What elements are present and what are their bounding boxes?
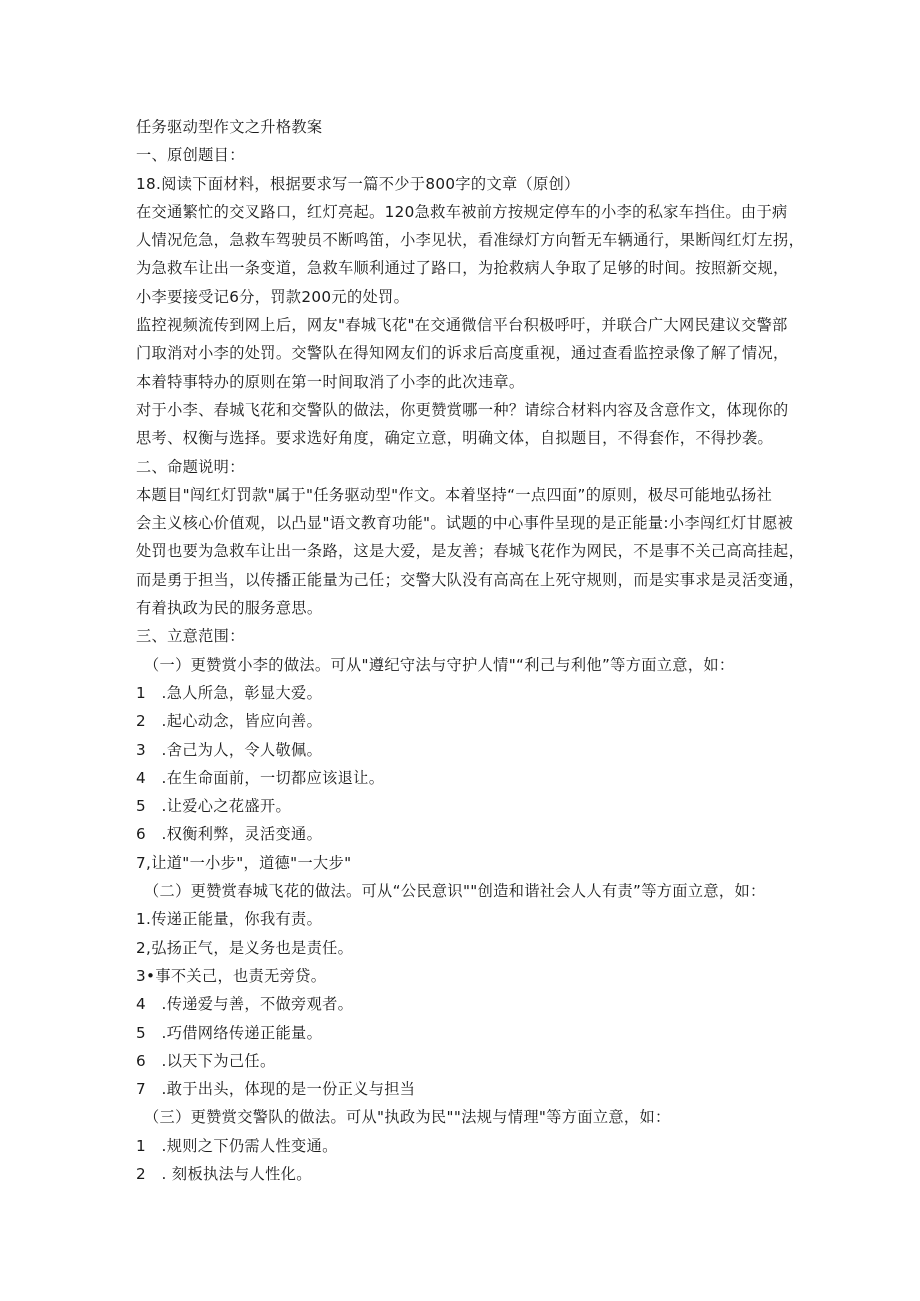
section-heading-explanation: 二、命题说明：: [136, 457, 245, 476]
explanation-paragraph-line: 处罚也要为急救车让出一条路，这是大爱，是友善；春城飞花作为网民，不是事不关己高高挂起，: [136, 542, 805, 561]
list-item: 4 .传递爱与善，不做旁观者。: [136, 995, 354, 1014]
material-paragraph-line: 人情况危急，急救车驾驶员不断鸣笛，小李见状，看准绿灯方向暂无车辆通行，果断闯红灯左拐，: [136, 231, 805, 250]
list-item: 3 .舍己为人，令人敬佩。: [136, 740, 323, 759]
list-item: 2,弘扬正气，是义务也是责任。: [136, 938, 354, 957]
material-paragraph-line: 监控视频流传到网上后，网友"春城飞花"在交通微信平台积极呼吁，并联合广大网民建议交警部: [136, 316, 788, 335]
list-item: 5 .让爱心之花盛开。: [136, 797, 292, 816]
list-item: 3•事不关己，也责无旁贷。: [136, 966, 327, 985]
subsection-heading-police: （三）更赞赏交警队的做法。可从"执政为民""法规与情理"等方面立意，如：: [144, 1108, 671, 1127]
list-item: 7 .敢于出头，体现的是一份正义与担当: [136, 1080, 416, 1099]
task-requirement-line: 思考、权衡与选择。要求选好角度，确定立意，明确文体，自拟题目，不得套作，不得抄袭。: [136, 429, 774, 448]
list-item: 5 .巧借网络传递正能量。: [136, 1023, 323, 1042]
section-heading-theme-range: 三、立意范围：: [136, 627, 245, 646]
subsection-heading-xiaoli: （一）更赞赏小李的做法。可从"遵纪守法与守护人情"“利己与利他”等方面立意，如：: [144, 655, 735, 674]
material-paragraph-line: 小李要接受记6分，罚款200元的处罚。: [136, 287, 410, 306]
material-paragraph-line: 门取消对小李的处罚。交警队在得知网友们的诉求后高度重视，通过查看监控录像了解了情况，: [136, 344, 789, 363]
section-heading-original-question: 一、原创题目：: [136, 146, 245, 165]
subsection-heading-chuncheng: （二）更赞赏春城飞花的做法。可从“公民意识""创造和谐社会人人有责”等方面立意，如：: [144, 882, 766, 901]
list-item: 2 . 刻板执法与人性化。: [136, 1164, 312, 1183]
question-prompt: 18.阅读下面材料，根据要求写一篇不少于800字的文章（原创）: [136, 174, 580, 193]
task-requirement-line: 对于小李、春城飞花和交警队的做法，你更赞赏哪一种？请综合材料内容及含意作文，体现你的: [136, 400, 789, 419]
material-paragraph-line: 本着特事特办的原则在第一时间取消了小李的此次违章。: [136, 372, 525, 391]
explanation-paragraph-line: 有着执政为民的服务意思。: [136, 599, 323, 618]
list-item: 6 .权衡利弊，灵活变通。: [136, 825, 323, 844]
list-item: 2 .起心动念，皆应向善。: [136, 712, 323, 731]
list-item: 7,让道"一小步"，道德"一大步": [136, 853, 352, 872]
list-item: 4 .在生命面前，一切都应该退让。: [136, 768, 385, 787]
explanation-paragraph-line: 而是勇于担当，以传播正能量为己任；交警大队没有高高在上死守规则，而是实事求是灵活变通，: [136, 570, 805, 589]
list-item: 1 .急人所急，彰显大爱。: [136, 683, 323, 702]
explanation-paragraph-line: 本题目"闯红灯罚款"属于"任务驱动型"作文。本着坚持“一点四面”的原则，极尽可能地弘扬社: [136, 485, 773, 504]
material-paragraph-line: 在交通繁忙的交叉路口，红灯亮起。120急救车被前方按规定停车的小李的私家车挡住。由于病: [136, 202, 788, 221]
list-item: 1 .规则之下仍需人性变通。: [136, 1136, 338, 1155]
document-page: [136, 113, 804, 1188]
document-title: 任务驱动型作文之升格教案: [136, 118, 323, 136]
list-item: 6 .以天下为己任。: [136, 1051, 276, 1070]
explanation-paragraph-line: 会主义核心价值观，以凸显"语文教育功能"。试题的中心事件呈现的是正能量:小李闯红灯甘愿被: [136, 514, 794, 533]
material-paragraph-line: 为急救车让出一条变道，急救车顺利通过了路口，为抢救病人争取了足够的时间。按照新交规，: [136, 259, 789, 278]
list-item: 1.传递正能量，你我有责。: [136, 910, 323, 929]
